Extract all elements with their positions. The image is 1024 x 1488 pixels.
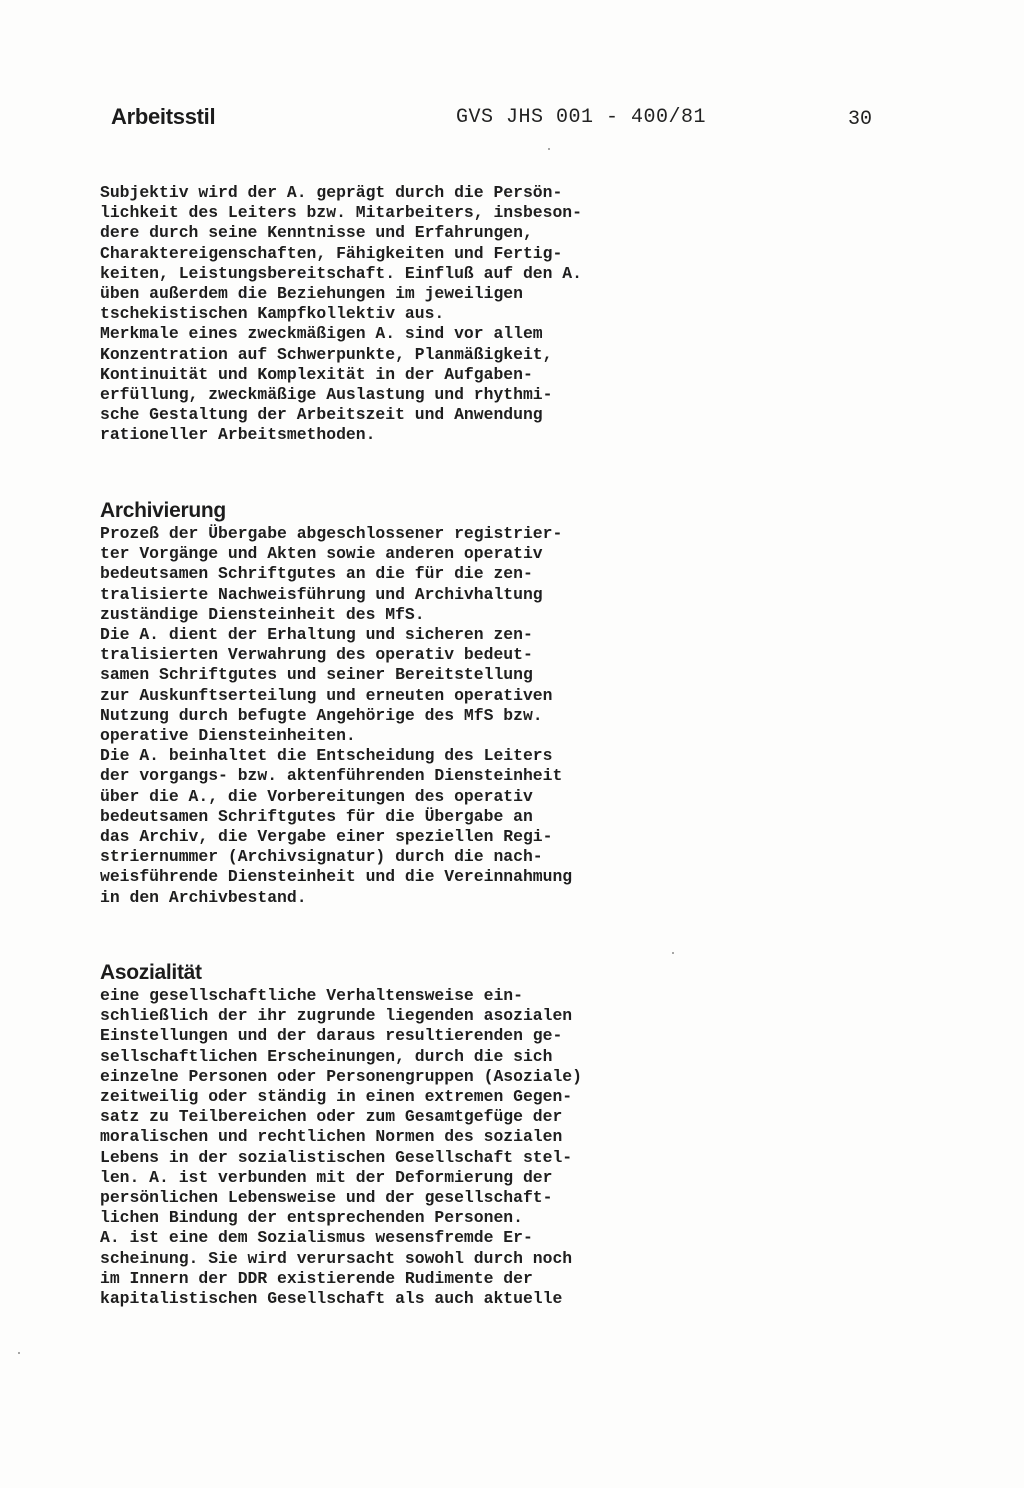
section-heading-archivierung: Archivierung [100, 499, 226, 522]
text-line: üben außerdem die Beziehungen im jeweiligen [100, 284, 523, 304]
text-line: Kontinuität und Komplexität in der Aufgaben- [100, 364, 533, 384]
scan-speck [548, 148, 550, 150]
text-line: Konzentration auf Schwerpunkte, Planmäßigkeit, [100, 344, 553, 364]
text-line: satz zu Teilbereichen oder zum Gesamtgefüge der [100, 1107, 563, 1127]
text-line: Die A. beinhaltet die Entscheidung des Leiters [100, 746, 553, 766]
text-line: scheinung. Sie wird verursacht sowohl durch noch [100, 1248, 573, 1268]
text-line: samen Schriftgutes und seiner Bereitstellung [100, 665, 533, 685]
text-line: striernummer (Archivsignatur) durch die nach- [100, 847, 543, 867]
section-heading-asozialitaet: Asozialität [100, 961, 202, 984]
text-line: das Archiv, die Vergabe einer speziellen Regi- [100, 827, 553, 847]
text-line: persönlichen Lebensweise und der gesellschaft- [100, 1188, 553, 1208]
text-line: in den Archivbestand. [100, 887, 307, 907]
text-line: A. ist eine dem Sozialismus wesensfremde Er- [100, 1228, 533, 1248]
text-line: Lebens in der sozialistischen Gesellschaft stel- [100, 1147, 573, 1167]
section-arbeitsstil-body [100, 183, 740, 446]
header-title: Arbeitsstil [111, 104, 216, 129]
text-line: Subjektiv wird der A. geprägt durch die Persön- [100, 183, 563, 202]
text-line: Merkmale eines zweckmäßigen A. sind vor allem [100, 324, 543, 344]
text-line: eine gesellschaftliche Verhaltensweise ein- [100, 986, 523, 1005]
text-line: len. A. ist verbunden mit der Deformierung der [100, 1167, 553, 1187]
text-line: rationeller Arbeitsmethoden. [100, 425, 376, 445]
text-line: zuständige Diensteinheit des MfS. [100, 604, 425, 624]
scan-speck [18, 1352, 20, 1354]
page-header [0, 104, 1024, 138]
text-line: der vorgangs- bzw. aktenführenden Diensteinheit [100, 766, 563, 786]
text-line: Nutzung durch befugte Angehörige des MfS bzw. [100, 705, 543, 725]
text-line: sche Gestaltung der Arbeitszeit und Anwendung [100, 405, 543, 425]
text-line: über die A., die Vorbereitungen des operativ [100, 786, 533, 806]
text-line: einzelne Personen oder Personengruppen (Asoziale) [100, 1066, 582, 1086]
section-arbeitsstil [100, 183, 740, 446]
document-code: GVS JHS 001 - 400/81 [456, 106, 707, 129]
text-line: zur Auskunftserteilung und erneuten operativen [100, 685, 553, 705]
text-line: bedeutsamen Schriftgutes für die Übergabe an [100, 806, 533, 826]
text-line: keiten, Leistungsbereitschaft. Einfluß auf den A. [100, 263, 582, 283]
text-line: tralisierte Nachweisführung und Archivhaltung [100, 584, 543, 604]
text-line: im Innern der DDR existierende Rudimente der [100, 1268, 533, 1288]
section-archivierung [100, 500, 740, 908]
scan-speck [672, 952, 674, 954]
section-asozialitaet-body [100, 986, 740, 1309]
text-line: dere durch seine Kenntnisse und Erfahrungen, [100, 223, 533, 243]
section-archivierung-body [100, 524, 740, 908]
text-line: tralisierten Verwahrung des operativ bedeut- [100, 645, 533, 665]
text-line: zeitweilig oder ständig in einen extremen Gegen- [100, 1087, 573, 1107]
text-line: kapitalistischen Gesellschaft als auch aktuelle [100, 1289, 563, 1309]
text-line: sellschaftlichen Erscheinungen, durch die sich [100, 1046, 553, 1066]
text-line: operative Diensteinheiten. [100, 726, 356, 746]
text-line: ter Vorgänge und Akten sowie anderen operativ [100, 544, 543, 564]
text-line: moralischen und rechtlichen Normen des sozialen [100, 1127, 563, 1147]
page-number: 30 [848, 108, 873, 131]
text-line: schließlich der ihr zugrunde liegenden asozialen [100, 1006, 573, 1026]
text-line: Einstellungen und der daraus resultierenden ge- [100, 1026, 563, 1046]
text-line: bedeutsamen Schriftgutes an die für die zen- [100, 564, 533, 584]
section-asozialitaet [100, 962, 740, 1309]
text-line: erfüllung, zweckmäßige Auslastung und rhythmi- [100, 385, 553, 405]
text-line: weisführende Diensteinheit und die Vereinnahmung [100, 867, 573, 887]
text-line: tschekistischen Kampfkollektiv aus. [100, 304, 445, 324]
text-line: Prozeß der Übergabe abgeschlossener registrier- [100, 524, 563, 543]
text-line: Charaktereigenschaften, Fähigkeiten und Fertig- [100, 243, 563, 263]
text-line: lichen Bindung der entsprechenden Personen. [100, 1208, 523, 1228]
text-line: Die A. dient der Erhaltung und sicheren zen- [100, 625, 533, 645]
text-line: lichkeit des Leiters bzw. Mitarbeiters, insbeson- [100, 203, 582, 223]
